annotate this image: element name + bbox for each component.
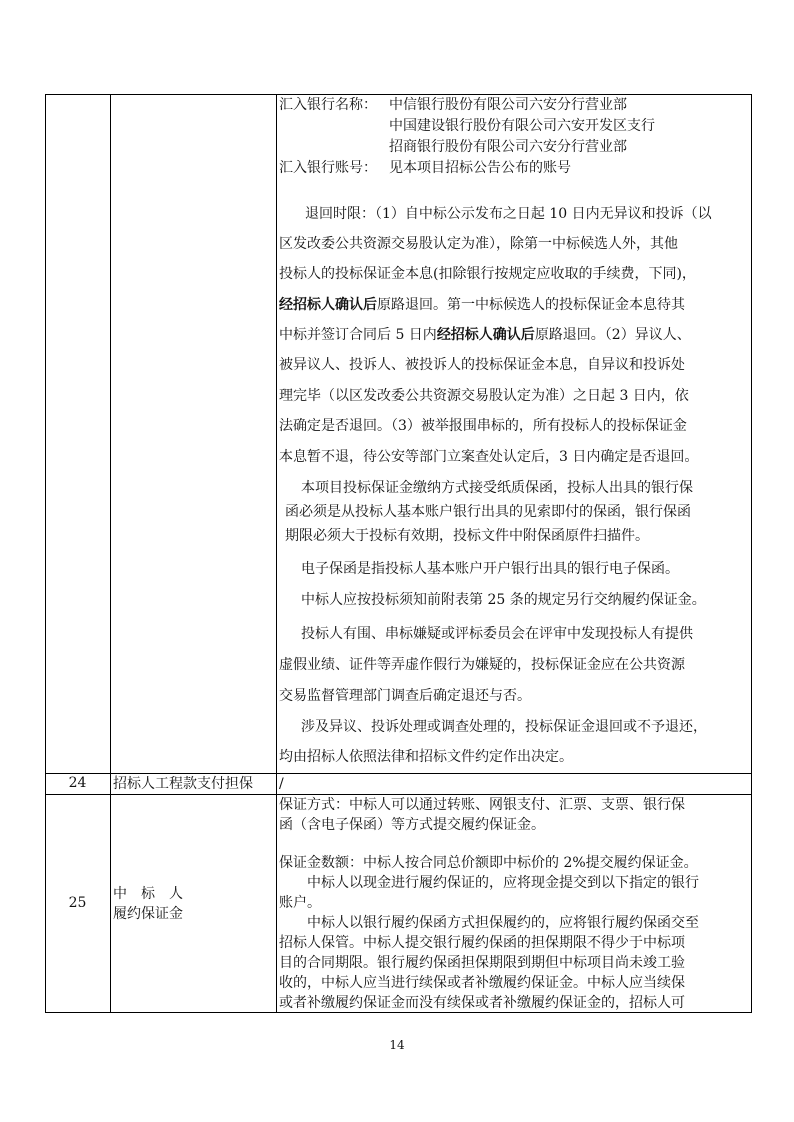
table-col2-border <box>276 94 277 1013</box>
refund-line-6: 被异议人、投诉人、被投诉人的投标保证金本息，自异议和投诉处 <box>279 357 685 373</box>
row25-line-8: 招标人保管。中标人提交银行履约保函的担保期限不得少于中标项 <box>279 935 685 951</box>
refund-line-8: 法确定是否退回。（3）被举报围串标的，所有投标人的投标保证金 <box>279 418 687 434</box>
row24-title: 招标人工程款支付担保 <box>113 776 253 792</box>
paper-guarantee-line-3: 期限必须大于投标有效期，投标文件中附保函原件扫描件。 <box>285 528 649 544</box>
bank-name-label: 汇入银行名称： <box>279 97 377 113</box>
bank-name-2: 中国建设银行股份有限公司六安开发区支行 <box>389 118 655 134</box>
row25-line-4: 保证金数额：中标人按合同总价额即中标价的 2%提交履约保证金。 <box>279 855 698 871</box>
row25-line-2: 函（含电子保函）等方式提交履约保证金。 <box>279 817 545 833</box>
dispute-line-2: 均由招标人依照法律和招标文件约定作出决定。 <box>279 749 573 765</box>
row25-line-10: 收的，中标人应当进行续保或者补缴履约保证金。中标人应当续保 <box>279 975 685 991</box>
collusion-line-1: 投标人有围、串标嫌疑或评标委员会在评审中发现投标人有提供 <box>301 626 693 642</box>
row25-line-5: 中标人以现金进行履约保证的，应将现金提交到以下指定的银行 <box>279 875 699 891</box>
row25-line-7: 中标人以银行履约保函方式担保履约的，应将银行履约保函交至 <box>279 915 699 931</box>
refund-line-2: 区发改委公共资源交易股认定为准），除第一中标候选人外，其他 <box>279 236 678 252</box>
refund-line-4: 经招标人确认后原路退回。第一中标候选人的投标保证金本息待其 <box>279 297 685 313</box>
page-number: 14 <box>389 1038 405 1052</box>
paper-guarantee-line-1: 本项目投标保证金缴纳方式接受纸质保函，投标人出具的银行保 <box>301 480 693 496</box>
refund-line-5: 中标并签订合同后 5 日内经招标人确认后原路退回。（2）异议人、 <box>279 327 691 343</box>
row25-title-line1: 中 标 人 <box>113 886 183 902</box>
row25-number: 25 <box>68 895 87 911</box>
refund-line-1: 退回时限：（1）自中标公示发布之日起 10 日内无异议和投诉（以 <box>305 206 712 222</box>
collusion-line-2: 虚假业绩、证件等弄虚作假行为嫌疑的，投标保证金应在公共资源 <box>279 657 685 673</box>
e-guarantee-text: 电子保函是指投标人基本账户开户银行出具的银行电子保函。 <box>301 561 679 577</box>
row25-line-1: 保证方式：中标人可以通过转账、网银支付、汇票、支票、银行保 <box>279 797 685 813</box>
row24-number: 24 <box>68 775 87 791</box>
row24-content: / <box>279 776 284 792</box>
row25-line-11: 或者补缴履约保证金而没有续保或者补缴履约保证金的，招标人可 <box>279 995 685 1011</box>
refund-line-9: 本息暂不退，待公安等部门立案查处认定后，3 日内确定是否退回。 <box>279 449 699 465</box>
dispute-line-1: 涉及异议、投诉处理或调查处理的，投标保证金退回或不予退还， <box>301 719 707 735</box>
row25-line-9: 目的合同期限。银行履约保函担保期限到期但中标项目尚未竣工验 <box>279 955 685 971</box>
row25-line-6: 账户。 <box>279 895 321 911</box>
table-left-border <box>45 94 46 1013</box>
table-right-border <box>751 94 752 1013</box>
row25-title-line2: 履约保证金 <box>113 906 183 922</box>
bank-name-1: 中信银行股份有限公司六安分行营业部 <box>389 97 627 113</box>
table-col1-border <box>110 94 111 1013</box>
refund-line-7: 理完毕（以区发改委公共资源交易股认定为准）之日起 3 日内，依 <box>279 388 689 404</box>
collusion-line-3: 交易监督管理部门调查后确定退还与否。 <box>279 688 531 704</box>
bank-name-3: 招商银行股份有限公司六安分行营业部 <box>389 139 627 155</box>
refund-line-3: 投标人的投标保证金本息(扣除银行按规定应收取的手续费，下同)， <box>279 266 696 282</box>
bank-account-value: 见本项目招标公告公布的账号 <box>389 160 571 176</box>
bank-account-label: 汇入银行账号： <box>279 160 377 176</box>
paper-guarantee-line-2: 函必须是从投标人基本账户银行出具的见索即付的保函，银行保函 <box>285 504 691 520</box>
performance-note-text: 中标人应按投标须知前附表第 25 条的规定另行交纳履约保证金。 <box>301 592 706 608</box>
